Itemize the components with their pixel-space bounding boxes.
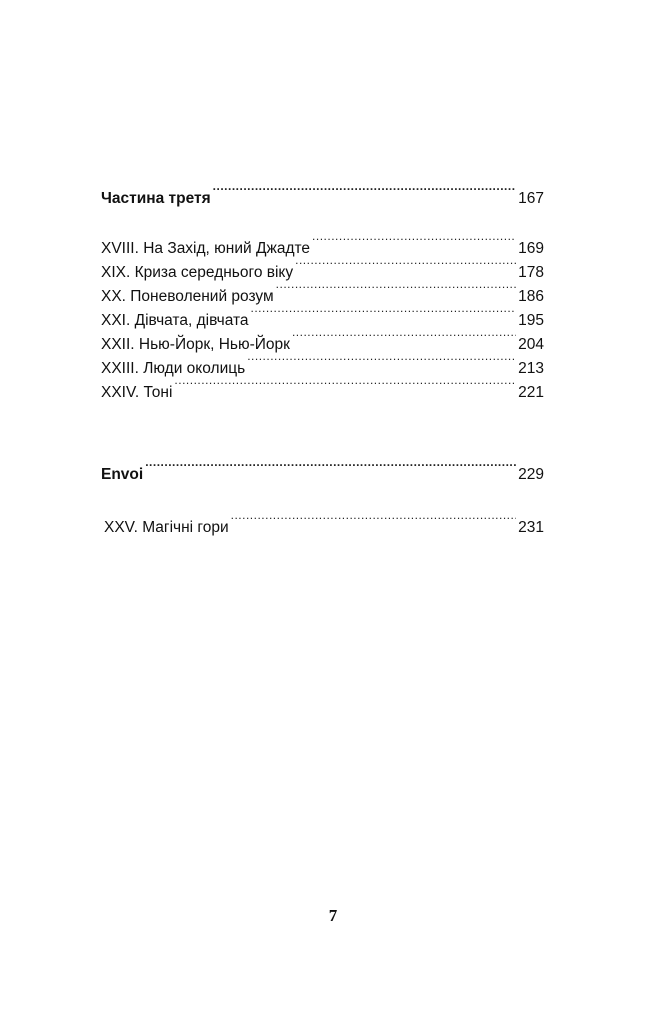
toc-entry-page: 169 — [518, 240, 544, 257]
dot-leader — [213, 179, 516, 203]
toc-entry-page: 167 — [518, 190, 544, 207]
toc-entry-title: XXII. Нью-Йорк, Нью-Йорк — [101, 336, 290, 353]
dot-leader — [174, 373, 516, 397]
toc-envoi — [101, 455, 544, 483]
toc-entry-title: XXV. Магічні гори — [104, 519, 229, 536]
toc-entry-page: 204 — [518, 336, 544, 353]
toc-envoi-chapter — [104, 508, 544, 536]
toc-entry-page: 231 — [518, 519, 544, 536]
page-number: 7 — [328, 906, 338, 925]
toc-entry-title: Частина третя — [101, 190, 211, 207]
toc-entry-title: XIX. Криза середнього віку — [101, 264, 294, 281]
dot-leader — [295, 253, 516, 277]
toc-entry-title: XXI. Дівчата, дівчата — [101, 312, 249, 329]
toc-part-entry — [101, 179, 544, 207]
toc-entry-page: 178 — [518, 264, 544, 281]
toc-entry-page: 213 — [518, 360, 544, 377]
toc-entry-title: XX. Поневолений розум — [101, 288, 274, 305]
toc-entry-title: XXIV. Тоні — [101, 384, 173, 401]
toc-entry-title: XVIII. На Захід, юний Джадте — [101, 240, 311, 257]
dot-leader — [312, 229, 516, 253]
toc-entry-page: 186 — [518, 288, 544, 305]
toc-chapter-entry — [101, 229, 544, 257]
toc-entry-page: 195 — [518, 312, 544, 329]
dot-leader — [292, 325, 516, 349]
toc-entry-page: 221 — [518, 384, 544, 401]
dot-leader — [247, 349, 516, 373]
toc-part-three — [101, 179, 544, 207]
toc-part-entry — [101, 455, 544, 483]
toc-entry-title: XXIII. Люди околиць — [101, 360, 246, 377]
dot-leader — [231, 508, 517, 532]
toc-chapter-list — [101, 229, 544, 401]
toc-entry-title: Envoi — [101, 466, 144, 483]
dot-leader — [276, 277, 516, 301]
toc-chapter-entry — [104, 508, 544, 536]
toc-entry-page: 229 — [518, 466, 544, 483]
dot-leader — [145, 455, 516, 479]
dot-leader — [251, 301, 517, 325]
